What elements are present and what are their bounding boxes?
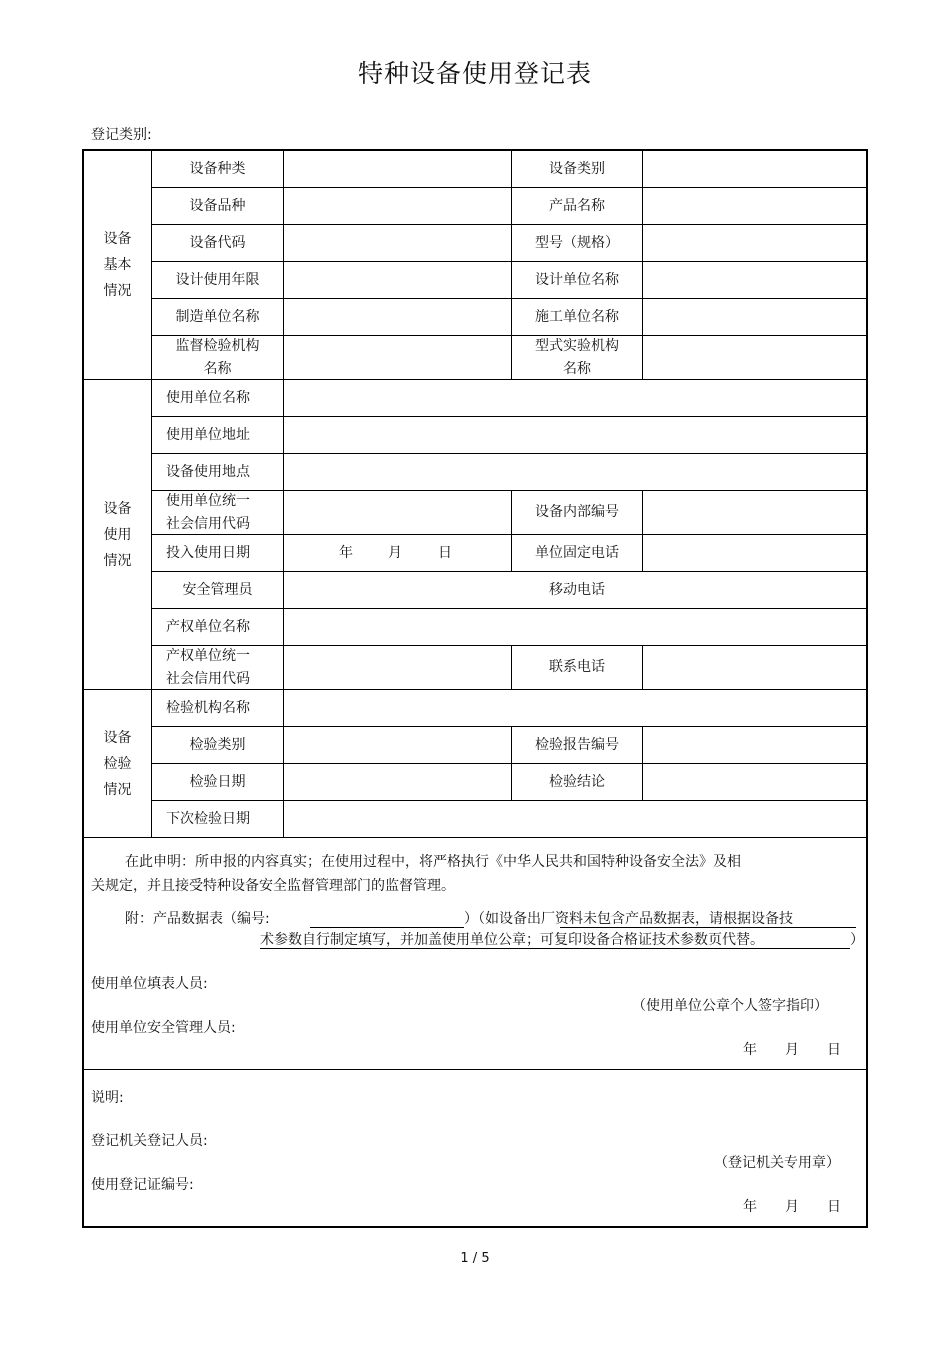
field-safety-manager[interactable] — [284, 572, 511, 608]
label-product-name: 产品名称 — [549, 197, 605, 214]
label-equip-category: 设备类别 — [549, 160, 605, 177]
registry-date: 年 月 日 — [743, 1199, 841, 1215]
field-user-unit[interactable] — [284, 380, 866, 416]
start-date-day: 日 — [438, 544, 452, 561]
label-constructor: 施工单位名称 — [535, 308, 619, 325]
section-inspection-info: 设备 检验 情况 — [103, 729, 132, 798]
label-design-life: 设计使用年限 — [175, 271, 260, 288]
label-inspection-type: 检验类别 — [189, 736, 246, 753]
field-equip-variety[interactable] — [284, 188, 511, 224]
field-report-no[interactable] — [643, 727, 866, 763]
label-user-credit-code: 使用单位统一 社会信用代码 — [166, 492, 250, 532]
field-inspection-org[interactable] — [284, 690, 866, 726]
label-next-inspection: 下次检验日期 — [166, 810, 250, 827]
label-inspection-org: 检验机构名称 — [166, 699, 250, 716]
registrar-label: 登记机关登记人员: — [91, 1133, 208, 1149]
registry-seal-note: （登记机关专用章） — [714, 1155, 840, 1171]
field-start-date[interactable] — [284, 535, 511, 571]
section-usage-info: 设备 使用 情况 — [103, 500, 132, 569]
label-type-test-org: 型式实验机构 名称 — [535, 337, 619, 377]
field-conclusion[interactable] — [643, 764, 866, 800]
registration-form — [82, 149, 868, 1228]
field-equip-code[interactable] — [284, 225, 511, 261]
field-next-inspection[interactable] — [284, 801, 866, 837]
field-model[interactable] — [643, 225, 866, 261]
attachment-note-1: ）（如设备出厂资料未包含产品数据表，请根据设备技 — [464, 911, 793, 927]
label-conclusion: 检验结论 — [549, 773, 605, 790]
user-seal-note: （使用单位公章个人签字指印） — [632, 998, 828, 1014]
label-owner-unit: 产权单位名称 — [166, 618, 250, 635]
label-equip-code: 设备代码 — [189, 234, 246, 251]
field-fixed-phone[interactable] — [643, 535, 866, 571]
field-equip-type[interactable] — [284, 151, 511, 187]
label-mobile: 移动电话 — [549, 581, 605, 598]
registration-type-label: 登记类别: — [91, 127, 152, 143]
attachment-note-2: 术参数自行制定填写，并加盖使用单位公章；可复印设备合格证技术参数页代替。 — [260, 932, 764, 948]
field-supervision-org[interactable] — [284, 336, 511, 379]
field-product-name[interactable] — [643, 188, 866, 224]
attachment-number-line[interactable] — [310, 927, 464, 928]
declaration-line2: 关规定，并且接受特种设备安全监督管理部门的监督管理。 — [91, 878, 455, 894]
label-model: 型号（规格） — [535, 234, 619, 251]
field-constructor[interactable] — [643, 299, 866, 335]
label-manufacturer: 制造单位名称 — [175, 308, 260, 325]
field-inspection-type[interactable] — [284, 727, 511, 763]
label-user-unit: 使用单位名称 — [166, 389, 250, 406]
field-usage-location[interactable] — [284, 454, 866, 490]
label-report-no: 检验报告编号 — [535, 736, 619, 753]
page-number: 1 / 5 — [460, 1251, 490, 1266]
label-fixed-phone: 单位固定电话 — [535, 544, 619, 561]
label-usage-location: 设备使用地点 — [166, 463, 250, 480]
label-supervision-org: 监督检验机构 名称 — [175, 337, 260, 377]
field-internal-no[interactable] — [643, 491, 866, 534]
field-design-unit[interactable] — [643, 262, 866, 298]
label-contact-phone: 联系电话 — [549, 659, 605, 675]
label-equip-type: 设备种类 — [189, 160, 246, 177]
declaration-line1: 在此申明：所申报的内容真实；在使用过程中，将严格执行《中华人民共和国特种设备安全法》及相 — [125, 854, 741, 870]
cert-no-label: 使用登记证编号: — [91, 1177, 194, 1193]
field-inspection-date[interactable] — [284, 764, 511, 800]
label-start-date: 投入使用日期 — [166, 544, 250, 561]
field-owner-unit[interactable] — [284, 609, 866, 645]
attachment-close: ） — [850, 932, 864, 948]
start-date-month: 月 — [388, 544, 402, 561]
field-type-test-org[interactable] — [643, 336, 866, 379]
label-design-unit: 设计单位名称 — [535, 271, 619, 288]
label-equip-variety: 设备品种 — [189, 197, 246, 214]
filler-label: 使用单位填表人员: — [91, 976, 208, 992]
field-user-credit-code[interactable] — [284, 491, 511, 534]
field-contact-phone[interactable] — [643, 646, 866, 689]
safety-staff-label: 使用单位安全管理人员: — [91, 1020, 236, 1036]
field-user-address[interactable] — [284, 417, 866, 453]
declaration-date: 年 月 日 — [743, 1042, 841, 1058]
remarks-label: 说明: — [91, 1090, 124, 1106]
label-inspection-date: 检验日期 — [189, 773, 246, 790]
start-date-year: 年 — [339, 544, 353, 561]
label-owner-credit-code: 产权单位统一 社会信用代码 — [166, 647, 250, 687]
label-safety-manager: 安全管理员 — [182, 581, 253, 598]
label-internal-no: 设备内部编号 — [535, 504, 619, 520]
field-design-life[interactable] — [284, 262, 511, 298]
attachment-label: 附：产品数据表（编号: — [125, 911, 270, 927]
field-equip-category[interactable] — [643, 151, 866, 187]
field-mobile[interactable] — [643, 572, 866, 608]
field-owner-credit-code[interactable] — [284, 646, 511, 689]
form-title: 特种设备使用登记表 — [357, 59, 592, 88]
label-user-address: 使用单位地址 — [166, 426, 250, 443]
field-manufacturer[interactable] — [284, 299, 511, 335]
section-basic-info: 设备 基本 情况 — [103, 231, 132, 299]
